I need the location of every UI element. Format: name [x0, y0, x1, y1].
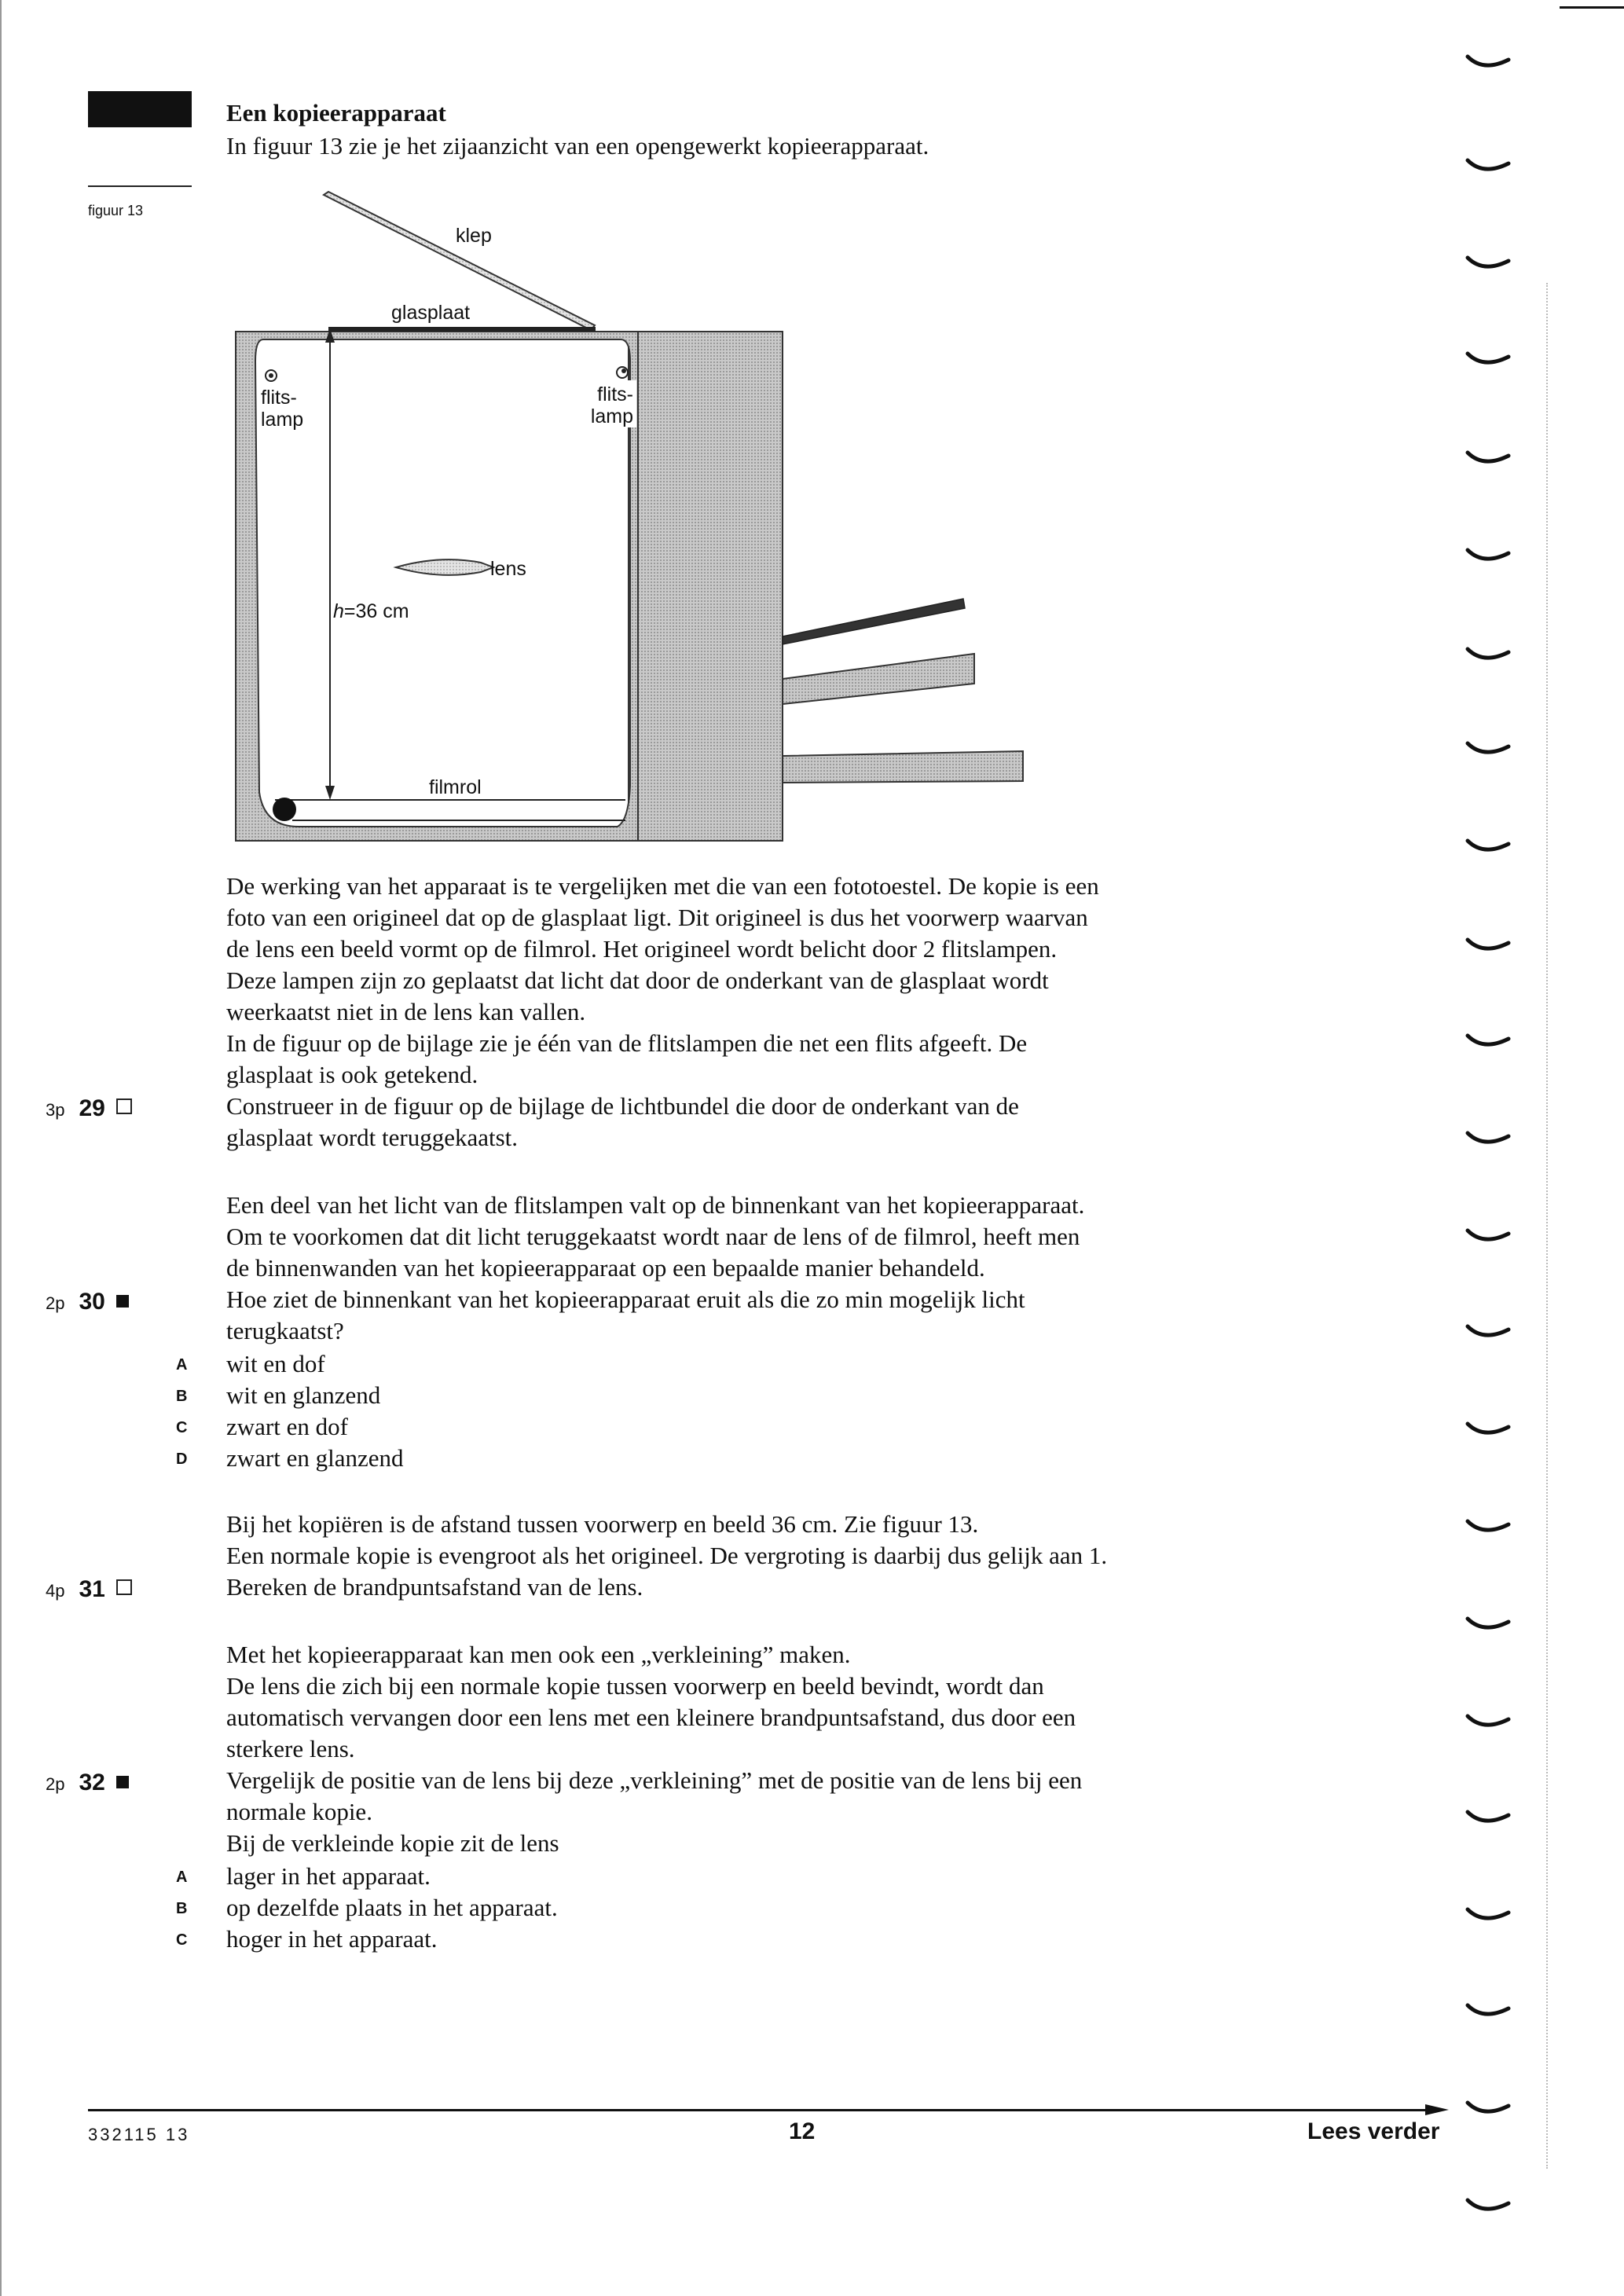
option-text: zwart en dof: [226, 1413, 348, 1440]
text-line: Bij het kopiëren is de afstand tussen voorwerp en beeld 36 cm. Zie figuur 13.: [226, 1510, 979, 1538]
figure-label-rule: [88, 185, 192, 187]
question-29-text: [226, 1091, 1326, 1154]
option-letter: A: [176, 1869, 188, 1886]
label-lamp-left: lamp: [261, 409, 304, 431]
paragraph-reduction: [226, 1639, 1326, 1765]
text-line: foto van een origineel dat op de glasplaat ligt. Dit origineel is dus het voorwerp waarvan: [226, 904, 1088, 931]
text-line: de binnenwanden van het kopieerapparaat op een bepaalde manier behandeld.: [226, 1254, 985, 1282]
tray-middle: [783, 654, 974, 704]
svg-text:h=36 cm: [333, 600, 409, 622]
label-glasplaat: glasplaat: [391, 302, 471, 324]
text-line: Hoe ziet de binnenkant van het kopieerapparaat eruit als die zo min mogelijk licht: [226, 1286, 1025, 1313]
question-points: 4p: [46, 1581, 65, 1601]
text-line: Een deel van het licht van de flitslampen valt op de binnenkant van het kopieerapparaat.: [226, 1191, 1085, 1219]
paragraph-distance: [226, 1509, 1326, 1572]
label-lens: lens: [490, 558, 526, 580]
option-letter: B: [176, 1388, 188, 1405]
option-text: hoger in het apparaat.: [226, 1925, 438, 1953]
option-letter: B: [176, 1900, 188, 1917]
tray-top: [783, 599, 965, 644]
question-number: 29: [79, 1095, 105, 1121]
section-marker-block: [88, 91, 192, 127]
option-letter: A: [176, 1356, 188, 1374]
text-line: glasplaat is ook getekend.: [226, 1061, 478, 1088]
text-line: automatisch vervangen door een lens met een kleinere brandpuntsafstand, dus door een: [226, 1704, 1076, 1731]
label-flits-left: flits-: [261, 387, 297, 409]
label-lamp-right: lamp: [590, 405, 633, 427]
option-letter: D: [176, 1451, 188, 1468]
option-text: wit en glanzend: [226, 1381, 381, 1409]
section-title: Een kopieerapparaat: [226, 99, 446, 127]
question-30-number: [46, 1289, 203, 1315]
text-line: terugkaatst?: [226, 1317, 344, 1344]
question-points: 2p: [46, 1774, 65, 1794]
option-text: wit en dof: [226, 1350, 325, 1377]
footer-rule: [88, 2109, 1439, 2111]
top-right-rule: [1560, 6, 1624, 9]
text-line: de lens een beeld vormt op de filmrol. Het origineel wordt belicht door 2 flitslampen.: [226, 935, 1058, 963]
glass-plate: [328, 327, 596, 332]
label-filmrol: filmrol: [429, 776, 482, 798]
question-number: 30: [79, 1289, 105, 1315]
text-line: glasplaat wordt teruggekaatst.: [226, 1124, 519, 1151]
label-h-variable: h: [333, 600, 344, 622]
left-edge-rule: [0, 0, 2, 2296]
open-question-box-icon: [116, 1579, 132, 1595]
film-roll-icon: [273, 798, 296, 821]
paragraph-reflection: [226, 1190, 1326, 1284]
text-line: Om te voorkomen dat dit licht teruggekaatst wordt naar de lens of de filmrol, heeft men: [226, 1223, 1080, 1250]
multiple-choice-marker-icon: [116, 1776, 129, 1788]
question-number: 32: [79, 1770, 105, 1795]
label-h-value: =36 cm: [343, 600, 409, 622]
question-32-text: [226, 1765, 1326, 1859]
option-letter: C: [176, 1931, 188, 1949]
option-letter: C: [176, 1419, 188, 1436]
lens-icon: [396, 559, 493, 575]
text-line: Bereken de brandpuntsafstand van de lens.: [226, 1573, 643, 1601]
text-line: weerkaatst niet in de lens kan vallen.: [226, 998, 586, 1025]
continue-label: Lees verder: [1307, 2118, 1440, 2144]
question-31-number: [46, 1576, 203, 1603]
label-klep: klep: [456, 225, 492, 247]
housing-right-body: [629, 332, 783, 841]
figure-label: figuur 13: [88, 203, 144, 218]
open-question-box-icon: [116, 1098, 132, 1114]
page-number: 12: [789, 2118, 816, 2144]
copier-diagram: [220, 181, 1053, 856]
question-30-text: [226, 1284, 1326, 1347]
text-line: De werking van het apparaat is te vergelijken met die van een fototoestel. De kopie is een: [226, 872, 1099, 900]
text-line: sterkere lens.: [226, 1735, 355, 1762]
perforation-dots: [1546, 283, 1549, 2169]
exam-code: 332115 13: [88, 2125, 190, 2144]
text-line: Bij de verkleinde kopie zit de lens: [226, 1829, 559, 1857]
label-flits-right: flits-: [597, 383, 633, 405]
option-text: op dezelfde plaats in het apparaat.: [226, 1894, 558, 1921]
text-line: Vergelijk de positie van de lens bij deze „verkleining” met de positie van de lens bij een: [226, 1766, 1083, 1794]
question-31-text: [226, 1572, 1326, 1603]
question-29-number: [46, 1095, 203, 1122]
option-text: zwart en glanzend: [226, 1444, 404, 1472]
text-line: Construeer in de figuur op de bijlage de lichtbundel die door de onderkant van de: [226, 1092, 1019, 1120]
text-line: De lens die zich bij een normale kopie tussen voorwerp en beeld bevindt, wordt dan: [226, 1672, 1044, 1700]
text-line: Deze lampen zijn zo geplaatst dat licht dat door de onderkant van de glasplaat wordt: [226, 966, 1049, 994]
question-number: 31: [79, 1576, 105, 1602]
text-line: normale kopie.: [226, 1798, 372, 1825]
text-line: Een normale kopie is evengroot als het origineel. De vergroting is daarbij dus gelijk aan 1.: [226, 1542, 1108, 1569]
question-32-number: [46, 1770, 203, 1796]
tray-bottom: [783, 751, 1023, 783]
section-intro: In figuur 13 zie je het zijaanzicht van een opengewerkt kopieerapparaat.: [226, 132, 929, 160]
question-points: 3p: [46, 1100, 65, 1120]
question-points: 2p: [46, 1293, 65, 1313]
binding-ticks: [1460, 31, 1538, 2294]
text-line: Met het kopieerapparaat kan men ook een „verkleining” maken.: [226, 1641, 851, 1668]
paragraph-operation: [226, 871, 1326, 1091]
text-line: In de figuur op de bijlage zie je één van de flitslampen die net een flits afgeeft. De: [226, 1029, 1028, 1057]
arrow-right-icon: [1425, 2101, 1449, 2118]
multiple-choice-marker-icon: [116, 1295, 129, 1308]
option-text: lager in het apparaat.: [226, 1862, 431, 1890]
